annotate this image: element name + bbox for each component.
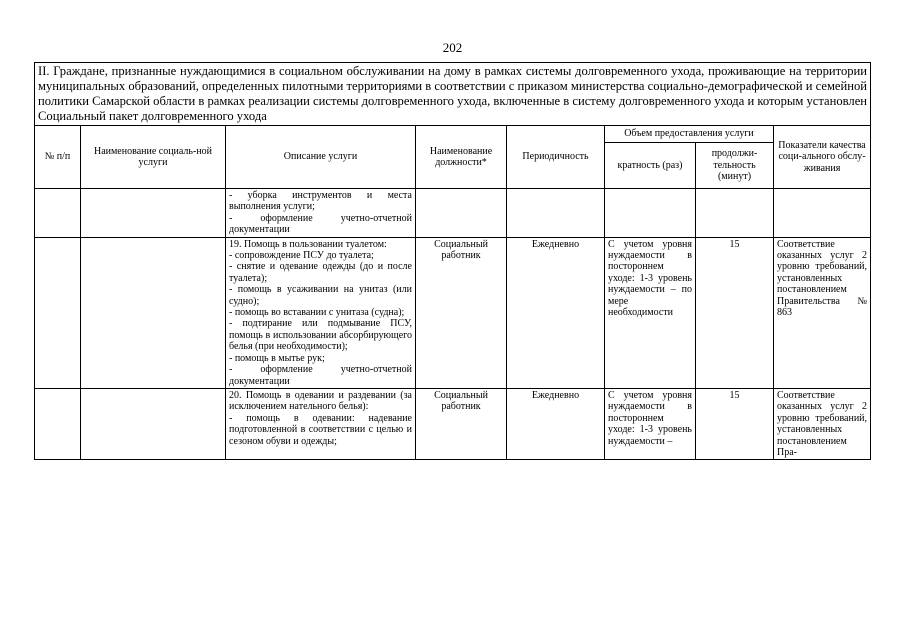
cell-position: Социальный работник	[416, 237, 507, 388]
header-periodicity: Периодичность	[507, 126, 605, 189]
description-line: - снятие и одевание одежды (до и после туалета);	[229, 261, 412, 284]
page-number: 202	[442, 40, 463, 55]
cell-frequency	[605, 189, 696, 238]
description-line: - оформление учетно-отчетной документации	[229, 212, 412, 236]
description-line: 19. Помощь в пользовании туалетом:	[229, 238, 387, 250]
cell-position: Социальный работник	[416, 388, 507, 459]
description-line: 20. Помощь в одевании и раздевании (за исключением нательного белья):	[229, 389, 412, 413]
description-line: - оформление учетно-отчетной документации	[229, 364, 412, 387]
header-frequency: кратность (раз)	[605, 143, 696, 189]
header-service-name: Наименование социаль-ной услуги	[81, 126, 226, 189]
description-line: - помощь в одевании: надевание подготовленной в соответствии с целью и сезоном обуви и одежды;	[229, 412, 412, 447]
header-num: № п/п	[35, 126, 81, 189]
cell-quality: Соответствие оказанных услуг 2 уровню требований, установленных постановлением Пра-	[774, 388, 871, 459]
cell-periodicity: Ежедневно	[507, 388, 605, 459]
cell-service-name	[81, 237, 226, 388]
cell-quality: Соответствие оказанных услуг 2 уровню требований, установленных постановлением Правительства № 863	[774, 237, 871, 388]
description-line: - помощь во вставании с унитаза (судна);	[229, 307, 405, 319]
column-header-row	[35, 126, 871, 143]
cell-description	[226, 388, 416, 459]
cell-duration: 15	[696, 237, 774, 388]
description-line: - помощь в усаживании на унитаз (или судно);	[229, 284, 412, 307]
cell-service-name	[81, 189, 226, 238]
cell-description	[226, 189, 416, 238]
cell-periodicity: Ежедневно	[507, 237, 605, 388]
cell-frequency: С учетом уровня нуждаемости в постороннем уходе: 1-3 уровень нуждаемости – по мере необходимости	[605, 237, 696, 388]
description-line: - сопровождение ПСУ до туалета;	[229, 250, 374, 262]
header-position: Наименование должности*	[416, 126, 507, 189]
cell-duration: 15	[696, 388, 774, 459]
section-header-row	[35, 63, 871, 126]
cell-duration	[696, 189, 774, 238]
section-title: II. Граждане, признанные нуждающимися в социальном обслуживании на дому в рамках системы долговременного ухода, проживающие на территории муниципальных образований, определенных пилотными территориями в соответствии с приказом министерства социально-демографической и семейной политики Самарской области в рамках реализации системы долговременного ухода, включенные в систему долговременного ухода и которым установлен Социальный пакет долговременного ухода	[35, 63, 871, 126]
header-duration: продолжи-тельность (минут)	[696, 143, 774, 189]
cell-position	[416, 189, 507, 238]
cell-num	[35, 237, 81, 388]
description-line: - уборка инструментов и места выполнения услуги;	[229, 190, 412, 213]
header-quality: Показатели качества соци-ального обслу-живания	[774, 126, 871, 189]
table-row	[35, 237, 871, 388]
cell-num	[35, 388, 81, 459]
cell-service-name	[81, 388, 226, 459]
header-description: Описание услуги	[226, 126, 416, 189]
table-row	[35, 388, 871, 459]
cell-description	[226, 237, 416, 388]
description-line: - помощь в мытье рук;	[229, 352, 325, 364]
table-row	[35, 189, 871, 238]
header-volume: Объем предоставления услуги	[605, 126, 774, 143]
cell-periodicity	[507, 189, 605, 238]
cell-frequency: С учетом уровня нуждаемости в постороннем уходе: 1-3 уровень нуждаемости –	[605, 388, 696, 459]
cell-num	[35, 189, 81, 238]
description-line: - подтирание или подмывание ПСУ, помощь в использовании абсорбирующего белья (при необходимости);	[229, 318, 412, 353]
cell-quality	[774, 189, 871, 238]
services-table	[34, 62, 871, 460]
